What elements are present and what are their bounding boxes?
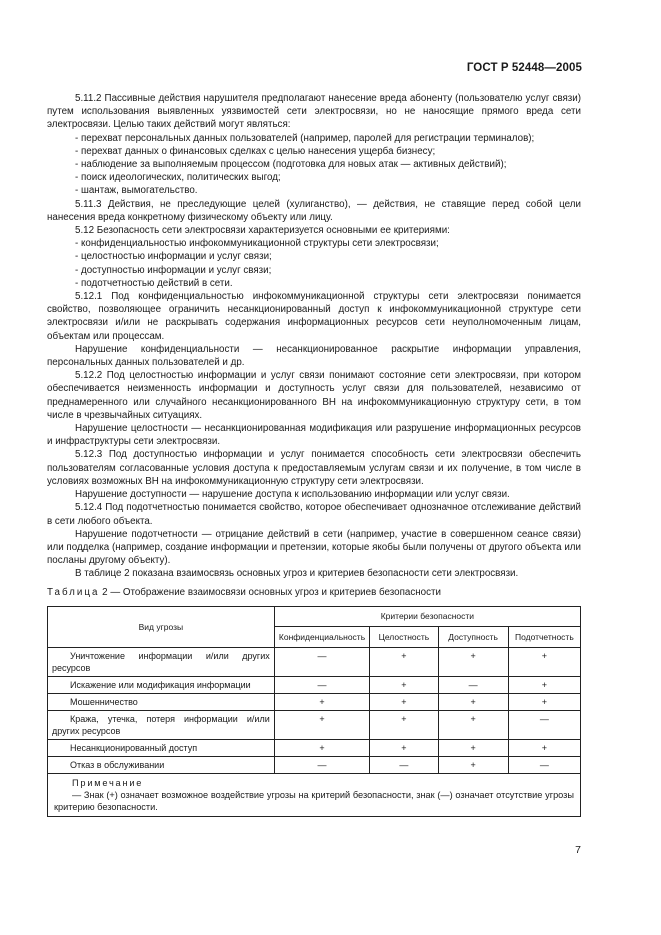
paragraph: - целостностью информации и услуг связи; [75,251,272,263]
column-header-availability: Доступность [438,627,508,648]
table-cell: + [370,676,438,693]
table-row [48,739,581,756]
paragraph: Нарушение целостности — несанкционированная модификация или разрушение информационных ресурсов и инфраструктуры сети электросвязи. [47,423,581,448]
table-row [48,710,581,739]
threat-name: Мошенничество [48,693,275,710]
paragraph: Нарушение доступности — нарушение доступа к использованию информации или услуг связи. [75,489,510,501]
paragraph: 5.11.2 Пассивные действия нарушителя предполагают нанесение вреда абоненту (пользователю услуг связи) путем использования выявленных уязвимостей сети электросвязи, но не наносящие прямого вреда сети электросвязи. Целью таких действий могут являться: [47,93,581,131]
table-cell: + [438,710,508,739]
table-cell: — [508,756,580,773]
note-text: — Знак (+) означает возможное воздействие угрозы на критерий безопасности, знак (—) означает отсутствие угрозы критерию безопасности. [54,789,574,812]
table-row [48,693,581,710]
table-cell: + [370,693,438,710]
table-cell: — [438,676,508,693]
paragraph: - шантаж, вымогательство. [75,185,198,197]
threat-column-header: Вид угрозы [48,606,275,647]
table-caption [47,586,581,599]
paragraph: 5.12.4 Под подотчетностью понимается свойство, которое обеспечивает однозначное отслеживание действий в сети любого объекта. [47,502,581,527]
paragraph: - перехват персональных данных пользователей (например, паролей для регистрации терминалов); [75,132,535,144]
paragraph: В таблице 2 показана взаимосвязь основных угроз и критериев безопасности сети электросвязи. [75,568,519,580]
paragraph: 5.12 Безопасность сети электросвязи характеризуется основными ее критериями: [75,225,450,237]
threats-table [47,606,581,817]
table-cell: + [438,756,508,773]
paragraph: - подотчетностью действий в сети. [75,277,233,289]
table-cell: — [508,710,580,739]
table-caption-prefix: Таблица [47,586,100,598]
threat-name: Уничтожение информации и/или других ресурсов [48,647,275,676]
table-cell: + [274,710,370,739]
table-cell: — [274,756,370,773]
standard-designation: ГОСТ Р 52448—2005 [466,62,582,74]
paragraph: - доступностью информации и услуг связи; [75,264,272,276]
table-cell: + [274,693,370,710]
table-cell: — [274,676,370,693]
table-cell: + [370,710,438,739]
table-cell: + [274,739,370,756]
column-header-integrity: Целостность [370,627,438,648]
table-note-row [48,773,581,816]
table-cell: + [508,647,580,676]
table-cell: + [508,739,580,756]
document-body [47,92,581,817]
table-cell: + [438,693,508,710]
paragraph: Нарушение конфиденциальности — несанкционированное раскрытие информации управления, персональных данных пользователей и др. [47,343,581,369]
table-cell: + [508,693,580,710]
table-cell: + [370,647,438,676]
note-prefix: Примечание [72,777,144,788]
threat-name: Кража, утечка, потеря информации и/или других ресурсов [48,710,275,739]
column-header-accountability: Подотчетность [508,627,580,648]
table-cell: + [508,676,580,693]
table-cell: — [274,647,370,676]
paragraph: - наблюдение за выполняемым процессом (подготовка для новых атак — активных действий); [75,159,507,171]
table-cell: — [370,756,438,773]
criteria-header: Критерии безопасности [274,606,580,627]
column-header-confidentiality: Конфиденциальность [274,627,370,648]
paragraph: 5.11.3 Действия, не преследующие целей (хулиганство), — действия, не ставящие перед собой цели нанесения вреда конкретному физическому объекту или лицу. [47,198,581,223]
paragraph: - поиск идеологических, политических выгод; [75,172,281,184]
table-note [48,773,581,816]
threat-name: Несанкционированный доступ [48,739,275,756]
table-row [48,676,581,693]
table-cell: + [438,647,508,676]
table-row [48,647,581,676]
table-caption-text: 2 — Отображение взаимосвязи основных угроз и критериев безопасности [102,586,441,598]
table-cell: + [438,739,508,756]
page-number: 7 [575,844,581,856]
paragraph: - конфиденциальностью инфокоммуникационной структуры сети электросвязи; [75,238,439,250]
paragraph: Нарушение подотчетности — отрицание действий в сети (например, участие в совершенном сеансе связи) или подделка (например, создание информации и претензии, которые якобы были получены от другого объекта или посланы другому объекту). [47,528,581,567]
paragraph: 5.12.1 Под конфиденциальностью инфокоммуникационной структуры сети электросвязи понимается свойство, позволяющее ограничить несанкционированный доступ к инфокоммуникационной структуре сети электросвязи и/или не раскрывать содержания информационных ресурсов сети неуполномоченным лицам, объектам или процессам. [47,291,581,342]
paragraph: 5.12.3 Под доступностью информации и услуг понимается способность сети электросвязи обеспечить пользователям согласованные условия доступа к предоставляемым услугам связи и их получение, в том числе в условиях возможных ВН на инфокоммуникационную структуру сети электросвязи. [47,449,581,487]
paragraph: - перехват данных о финансовых сделках с целью нанесения ущерба бизнесу; [75,145,436,157]
threat-name: Искажение или модификация информации [48,676,275,693]
threat-name: Отказ в обслуживании [48,756,275,773]
paragraphs [47,92,581,581]
table-row [48,756,581,773]
paragraph: 5.12.2 Под целостностью информации и услуг связи понимают состояние сети электросвязи, при котором обеспечивается неизменность информации и доступность услуг связи для пользователей, независимо от преднамеренного или случайного несанкционированного ВН на инфокоммуникационную структуру сети, в том числе в чрезвычайных ситуациях. [47,370,581,421]
table-cell: + [370,739,438,756]
